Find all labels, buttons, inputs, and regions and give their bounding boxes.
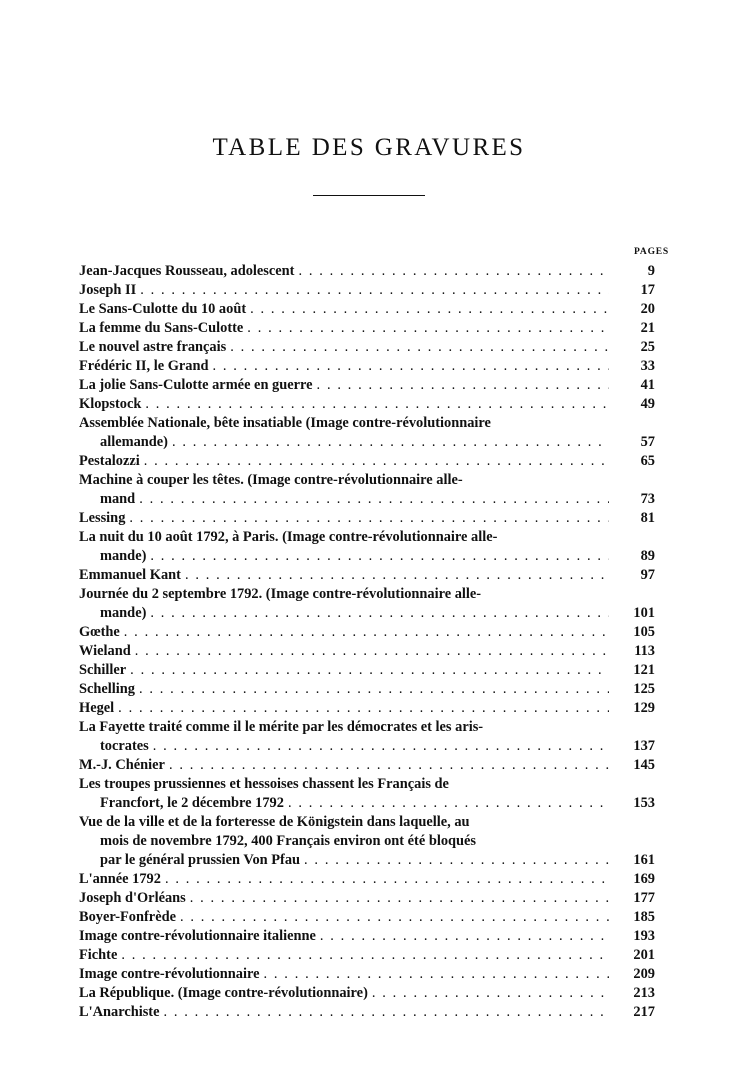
toc-entry-title-line: mande)	[100, 605, 147, 621]
toc-entry	[79, 414, 655, 452]
page-number: 81	[640, 510, 655, 526]
toc-entry-title-line: La nuit du 10 août 1792, à Paris. (Image contre-révolutionnaire alle-	[79, 529, 498, 545]
dot-leader	[372, 984, 609, 1003]
toc-entry-row	[79, 889, 655, 908]
toc-entry-row	[79, 794, 655, 813]
dot-leader	[118, 699, 609, 718]
toc-entry-row	[79, 1003, 655, 1022]
toc-entry-row	[79, 566, 655, 585]
page-number: 105	[633, 624, 655, 640]
toc-entry	[79, 376, 655, 395]
toc-entry-row	[79, 376, 655, 395]
toc-entry	[79, 528, 655, 566]
dot-leader	[130, 661, 609, 680]
toc-entry-title-line: Image contre-révolutionnaire italienne	[79, 928, 316, 944]
dot-leader	[153, 737, 609, 756]
page-number: 73	[640, 491, 655, 507]
page-number: 125	[633, 681, 655, 697]
dot-leader	[150, 604, 609, 623]
page-number: 49	[640, 396, 655, 412]
toc-entry-row	[79, 946, 655, 965]
dot-leader	[163, 1003, 609, 1022]
toc-entry	[79, 566, 655, 585]
title-divider	[313, 195, 425, 196]
page-number: 57	[640, 434, 655, 450]
dot-leader	[185, 566, 609, 585]
toc-entry	[79, 680, 655, 699]
toc-entry-title-line: par le général prussien Von Pfau	[100, 852, 301, 868]
toc-entry-title-line: Joseph II	[79, 282, 137, 298]
dot-leader	[264, 965, 609, 984]
page-number: 121	[633, 662, 655, 678]
toc-entry-row	[79, 870, 655, 889]
pages-column-header: PAGES	[634, 247, 669, 257]
dot-leader	[129, 509, 609, 528]
toc-entry-row	[79, 319, 655, 338]
toc-entry	[79, 946, 655, 965]
dot-leader	[320, 927, 609, 946]
toc-entry-row	[79, 737, 655, 756]
toc-entry-title-line: Lessing	[79, 510, 126, 526]
toc-entry-title-line: Francfort, le 2 décembre 1792	[100, 795, 284, 811]
toc-entry-title-line: Vue de la ville et de la forteresse de Königstein dans laquelle, au	[79, 814, 470, 830]
toc-entry-title-line: Klopstock	[79, 396, 142, 412]
toc-entry-title-line: mande)	[100, 548, 147, 564]
toc-entry-row	[79, 851, 655, 870]
toc-entry-row	[79, 908, 655, 927]
toc-entry-title-line: Journée du 2 septembre 1792. (Image contre-révolutionnaire alle-	[79, 586, 482, 602]
page-number: 193	[633, 928, 655, 944]
toc-entry	[79, 452, 655, 471]
toc-entry	[79, 984, 655, 1003]
toc-entry	[79, 927, 655, 946]
toc-entry-row	[79, 699, 655, 718]
page-number: 101	[633, 605, 655, 621]
toc-entry	[79, 699, 655, 718]
toc-entry	[79, 642, 655, 661]
toc-entry-title-line: Jean-Jacques Rousseau, adolescent	[79, 263, 295, 279]
dot-leader	[139, 490, 609, 509]
toc-entry-row	[79, 642, 655, 661]
toc-entry-row	[79, 281, 655, 300]
toc-entry-row	[79, 300, 655, 319]
table-of-engravings	[79, 262, 655, 1022]
toc-entry-title-line: Le Sans-Culotte du 10 août	[79, 301, 247, 317]
toc-entry-title-line: tocrates	[100, 738, 149, 754]
page-number: 161	[633, 852, 655, 868]
dot-leader	[169, 756, 609, 775]
dot-leader	[135, 642, 609, 661]
toc-entry	[79, 661, 655, 680]
page-number: 89	[640, 548, 655, 564]
toc-entry-row	[79, 604, 655, 623]
page-number: 201	[633, 947, 655, 963]
page-number: 97	[640, 567, 655, 583]
toc-entry-title-line: M.-J. Chénier	[79, 757, 165, 773]
toc-entry-row	[79, 984, 655, 1003]
dot-leader	[180, 908, 609, 927]
dot-leader	[250, 300, 609, 319]
dot-leader	[288, 794, 609, 813]
page-number: 209	[633, 966, 655, 982]
toc-entry-row	[79, 490, 655, 509]
page-number: 153	[633, 795, 655, 811]
toc-entry-title-line: Boyer-Fonfrède	[79, 909, 176, 925]
toc-entry	[79, 281, 655, 300]
toc-entry-title-line: mand	[100, 491, 136, 507]
toc-entry	[79, 870, 655, 889]
dot-leader	[140, 281, 609, 300]
toc-entry	[79, 585, 655, 623]
toc-entry	[79, 718, 655, 756]
dot-leader	[124, 623, 609, 642]
dot-leader	[298, 262, 609, 281]
toc-entry	[79, 319, 655, 338]
toc-entry-title-line: La République. (Image contre-révolutionnaire)	[79, 985, 368, 1001]
toc-entry	[79, 509, 655, 528]
page-title: TABLE DES GRAVURES	[212, 134, 526, 161]
toc-entry-title-line: Le nouvel astre français	[79, 339, 227, 355]
toc-entry-title-line: Schelling	[79, 681, 135, 697]
dot-leader	[145, 395, 609, 414]
dot-leader	[317, 376, 609, 395]
dot-leader	[230, 338, 609, 357]
dot-leader	[172, 433, 609, 452]
toc-entry	[79, 889, 655, 908]
toc-entry	[79, 908, 655, 927]
toc-entry-row	[79, 509, 655, 528]
toc-entry	[79, 395, 655, 414]
toc-entry-title-line: La Fayette traité comme il le mérite par les démocrates et les aris-	[79, 719, 484, 735]
toc-entry-title-line: Fichte	[79, 947, 118, 963]
toc-entry-title-line: La femme du Sans-Culotte	[79, 320, 244, 336]
toc-entry-title-line: La jolie Sans-Culotte armée en guerre	[79, 377, 313, 393]
page-number: 41	[640, 377, 655, 393]
toc-entry	[79, 965, 655, 984]
toc-entry-title-line: Image contre-révolutionnaire	[79, 966, 260, 982]
page-number: 25	[640, 339, 655, 355]
toc-entry-row	[79, 661, 655, 680]
toc-entry-row	[79, 452, 655, 471]
toc-entry-title-line: Gœthe	[79, 624, 120, 640]
page-number: 217	[633, 1004, 655, 1020]
dot-leader	[150, 547, 609, 566]
toc-entry-title-line: Assemblée Nationale, bête insatiable (Image contre-révolutionnaire	[79, 415, 491, 431]
dot-leader	[165, 870, 609, 889]
toc-entry-row	[79, 756, 655, 775]
page-number: 185	[633, 909, 655, 925]
dot-leader	[139, 680, 609, 699]
toc-entry	[79, 338, 655, 357]
toc-entry-title-line: Pestalozzi	[79, 453, 140, 469]
toc-entry-title-line: Schiller	[79, 662, 127, 678]
dot-leader	[213, 357, 610, 376]
toc-entry	[79, 1003, 655, 1022]
toc-entry-title-line: allemande)	[100, 434, 168, 450]
dot-leader	[247, 319, 609, 338]
page-number: 17	[640, 282, 655, 298]
dot-leader	[190, 889, 609, 908]
toc-entry-title-line: Hegel	[79, 700, 115, 716]
toc-entry	[79, 300, 655, 319]
page-number: 145	[633, 757, 655, 773]
page-number: 213	[633, 985, 655, 1001]
toc-entry-title-line: Emmanuel Kant	[79, 567, 181, 583]
toc-entry	[79, 775, 655, 813]
toc-entry-title-line: L'année 1792	[79, 871, 161, 887]
toc-entry-row	[79, 547, 655, 566]
toc-entry	[79, 756, 655, 775]
dot-leader	[144, 452, 609, 471]
toc-entry	[79, 813, 655, 870]
toc-entry-row	[79, 357, 655, 376]
toc-entry	[79, 357, 655, 376]
toc-entry	[79, 262, 655, 281]
toc-entry-row	[79, 338, 655, 357]
dot-leader	[304, 851, 609, 870]
page-number: 169	[633, 871, 655, 887]
page-number: 20	[640, 301, 655, 317]
page-number: 177	[633, 890, 655, 906]
toc-entry-title-line: Frédéric II, le Grand	[79, 358, 209, 374]
toc-entry-row	[79, 965, 655, 984]
dot-leader	[121, 946, 609, 965]
toc-entry-row	[79, 433, 655, 452]
page-number: 113	[634, 643, 655, 659]
toc-entry-title-line: Wieland	[79, 643, 131, 659]
page-number: 9	[647, 263, 655, 279]
toc-entry-row	[79, 680, 655, 699]
page-number: 33	[640, 358, 655, 374]
toc-entry-title-line: mois de novembre 1792, 400 Français environ ont été bloqués	[100, 833, 477, 849]
page-number: 65	[640, 453, 655, 469]
toc-entry-title-line: L'Anarchiste	[79, 1004, 160, 1020]
toc-entry-row	[79, 262, 655, 281]
toc-entry-title-line: Machine à couper les têtes. (Image contre-révolutionnaire alle-	[79, 472, 463, 488]
toc-entry-row	[79, 623, 655, 642]
toc-entry-row	[79, 927, 655, 946]
toc-entry	[79, 623, 655, 642]
toc-entry-title-line: Joseph d'Orléans	[79, 890, 186, 906]
toc-entry-row	[79, 395, 655, 414]
page-number: 129	[633, 700, 655, 716]
toc-entry	[79, 471, 655, 509]
page-number: 137	[633, 738, 655, 754]
page-number: 21	[640, 320, 655, 336]
toc-entry-title-line: Les troupes prussiennes et hessoises chassent les Français de	[79, 776, 449, 792]
